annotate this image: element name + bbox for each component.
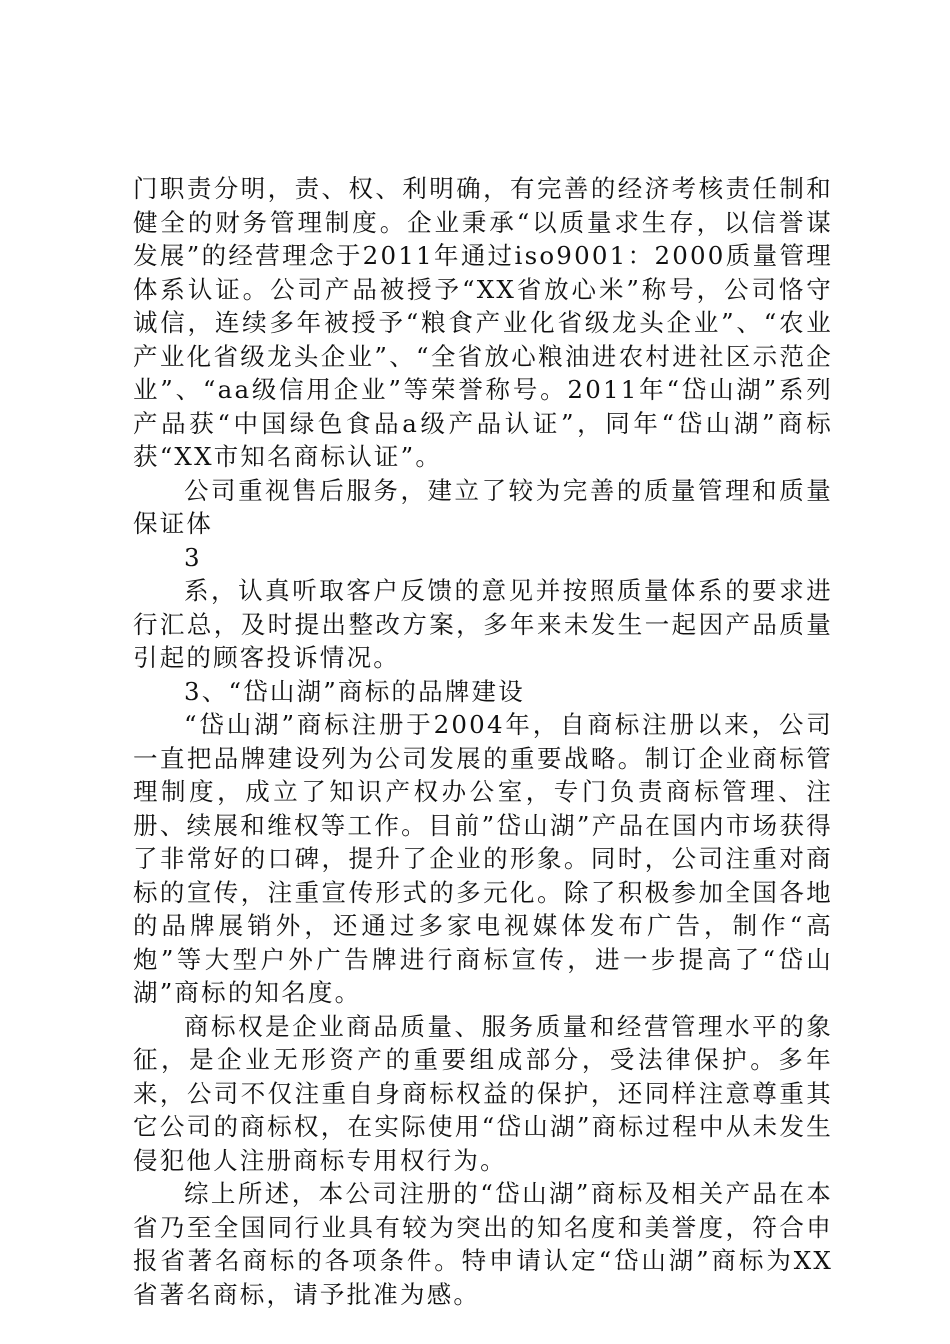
paragraph-company-management: 门职责分明，责、权、利明确，有完善的经济考核责任制和健全的财务管理制度。企业秉承“以质量求生存，以信誉谋发展”的经营理念于2011年通过iso9001：2000质量管理体系认证。公司产品被授予“XX省放心米”称号，公司恪守诚信，连续多年被授予“粮食产业化省级龙头企业”、“农业产业化省级龙头企业”、“全省放心粮油进农村进社区示范企业”、“aa级信用企业”等荣誉称号。2011年“岱山湖”系列产品获“中国绿色食品a级产品认证”，同年“岱山湖”商标获“XX市知名商标认证”。 [133,174,833,471]
paragraph-after-sales-service: 公司重视售后服务，建立了较为完善的质量管理和质量保证体 [133,475,833,538]
section-heading-brand-building: 3、“岱山湖”商标的品牌建设 [184,676,525,706]
paragraph-trademark-registration: “岱山湖”商标注册于2004年，自商标注册以来，公司一直把品牌建设列为公司发展的重要战略。制订企业商标管理制度，成立了知识产权办公室，专门负责商标管理、注册、续展和维权等工作。目前”岱山湖”产品在国内市场获得了非常好的口碑，提升了企业的形象。同时，公司注重对商标的宣传，注重宣传形式的多元化。除了积极参加全国各地的品牌展销外，还通过多家电视媒体发布广告，制作“高炮”等大型户外广告牌进行商标宣传，进一步提高了“岱山湖”商标的知名度。 [133,710,833,1007]
page-number: 3 [184,542,202,572]
paragraph-trademark-rights: 商标权是企业商品质量、服务质量和经营管理水平的象征，是企业无形资产的重要组成部分，受法律保护。多年来，公司不仅注重自身商标权益的保护，还同样注意尊重其它公司的商标权，在实际使用“岱山湖”商标过程中从未发生侵犯他人注册商标专用权行为。 [133,1011,833,1175]
document-body [133,172,833,1311]
paragraph-conclusion: 综上所述，本公司注册的“岱山湖”商标及相关产品在本省乃至全国同行业具有较为突出的知名度和美誉度，符合申报省著名商标的各项条件。特申请认定“岱山湖”商标为XX省著名商标，请予批准为感。 [133,1179,833,1309]
paragraph-quality-system: 系，认真听取客户反馈的意见并按照质量体系的要求进行汇总，及时提出整改方案，多年来未发生一起因产品质量引起的顾客投诉情况。 [133,576,833,672]
